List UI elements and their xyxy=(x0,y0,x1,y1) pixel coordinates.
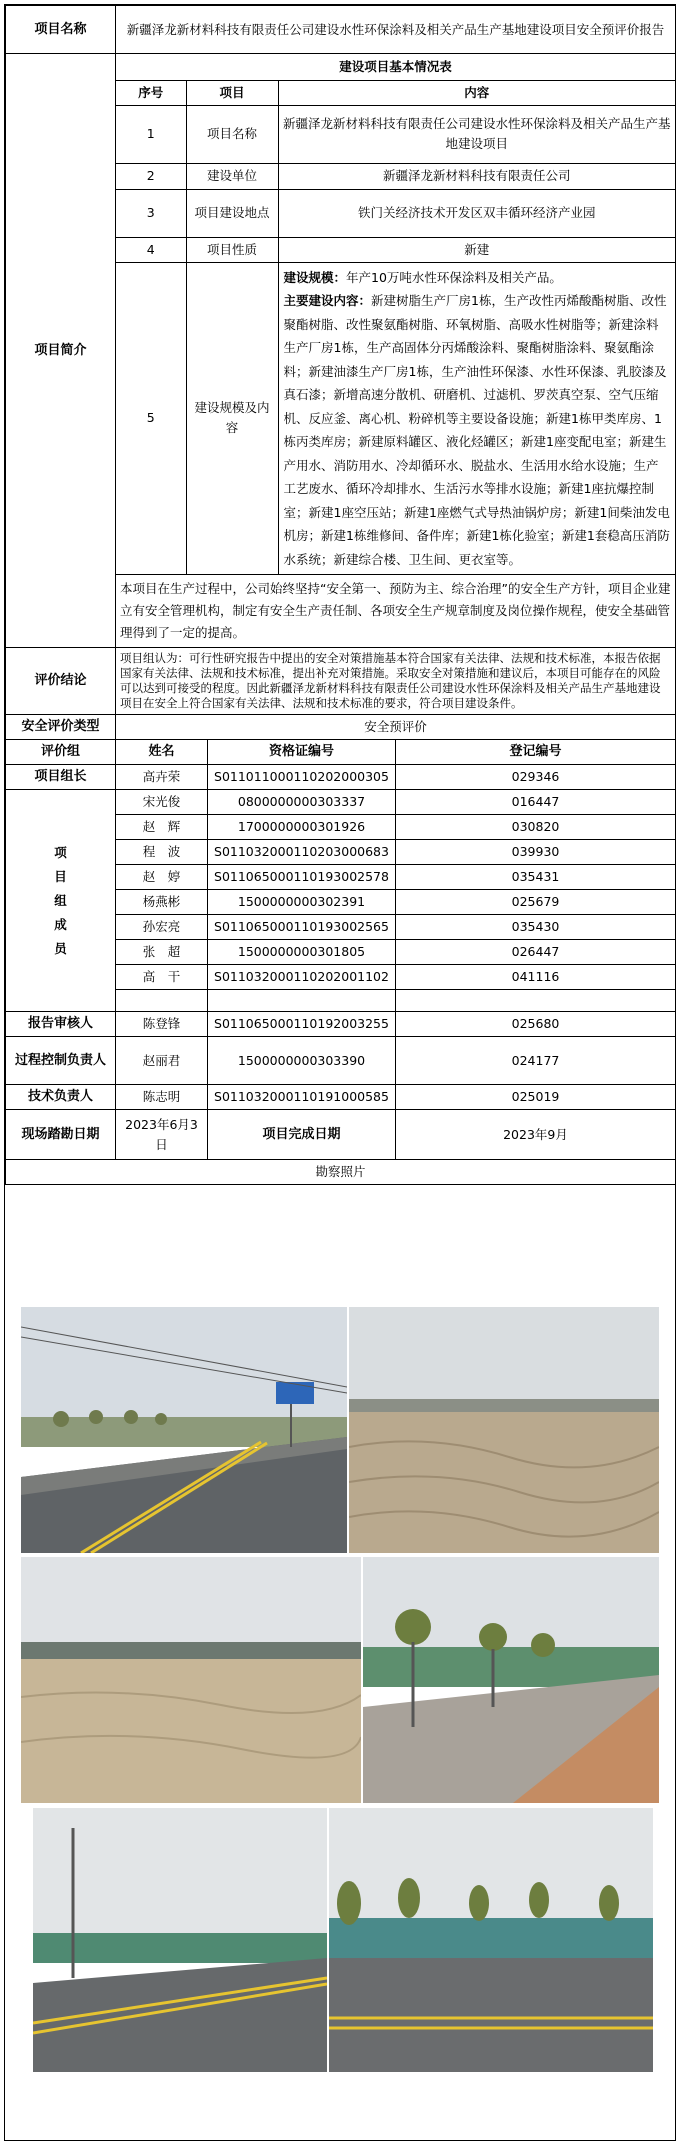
process-name: 赵丽君 xyxy=(116,1037,208,1085)
member-reg: 039930 xyxy=(396,840,676,865)
member-name: 赵 婷 xyxy=(116,865,208,890)
member-reg: 030820 xyxy=(396,815,676,840)
leader-name: 高卉荣 xyxy=(116,765,208,790)
row-item: 项目性质 xyxy=(186,237,278,262)
process-role: 过程控制负责人 xyxy=(6,1037,116,1085)
survey-date: 2023年6月3日 xyxy=(116,1110,208,1160)
row-item: 项目建设地点 xyxy=(186,189,278,237)
conclusion-label: 评价结论 xyxy=(6,648,116,715)
member-name: 宋光俊 xyxy=(116,790,208,815)
content-label: 主要建设内容： xyxy=(283,293,372,308)
member-name: 孙宏亮 xyxy=(116,915,208,940)
eval-type-value: 安全预评价 xyxy=(116,715,676,740)
team-header-name: 姓名 xyxy=(116,740,208,765)
member-name: 程 波 xyxy=(116,840,208,865)
member-name: 杨燕彬 xyxy=(116,890,208,915)
survey-photo xyxy=(21,1557,361,1803)
process-cert: 1500000000303390 xyxy=(208,1037,396,1085)
conclusion-text: 项目组认为：可行性研究报告中提出的安全对策措施基本符合国家有关法律、法规和技术标准，本报告依据国家有关法律、法规和技术标准，提出补充对策措施。采取安全对策措施和建议后，本项目可能存在的风险可以达到可接受的程度。因此新疆泽龙新材料科技有限责任公司建设水性环保涂料及相关产品生产基地建设项目在安全上符合国家有关法律、法规和技术标准的要求，符合项目建设条件。 xyxy=(116,648,676,715)
reviewer-reg: 025680 xyxy=(396,1012,676,1037)
member-cert: S011032000110203000683 xyxy=(208,840,396,865)
member-cert: S011032000110202001102 xyxy=(208,965,396,990)
member-reg: 025679 xyxy=(396,890,676,915)
member-cert: S011065000110193002565 xyxy=(208,915,396,940)
member-name: 赵 辉 xyxy=(116,815,208,840)
row-no: 3 xyxy=(116,189,186,237)
member-reg xyxy=(396,990,676,1012)
construction-content xyxy=(278,262,675,574)
col-header-item: 项目 xyxy=(186,80,278,105)
complete-label: 项目完成日期 xyxy=(208,1110,396,1160)
row-item: 建设单位 xyxy=(186,163,278,189)
members-label xyxy=(6,790,116,1012)
report-page xyxy=(4,4,676,2141)
member-cert: S011065000110193002578 xyxy=(208,865,396,890)
row-content: 新疆泽龙新材料科技有限责任公司 xyxy=(278,163,675,189)
col-header-content: 内容 xyxy=(278,80,675,105)
project-name-label: 项目名称 xyxy=(6,6,116,54)
leader-role: 项目组长 xyxy=(6,765,116,790)
member-reg: 035431 xyxy=(396,865,676,890)
survey-photo xyxy=(21,1307,347,1553)
process-reg: 024177 xyxy=(396,1037,676,1085)
member-cert: 1500000000302391 xyxy=(208,890,396,915)
content-text: 新建树脂生产厂房1栋，生产改性丙烯酸酯树脂、改性聚酯树脂、改性聚氨酯树脂、环氧树脂、高吸水性树脂等；新建涂料生产厂房1栋，生产高固体分丙烯酸涂料、聚酯树脂涂料、聚氨酯涂料；新建油漆生产厂房1栋，生产油性环保漆、水性环保漆、乳胶漆及真石漆；新增高速分散机、研磨机、过滤机、罗茨真空泵、空气压缩机、反应釜、离心机、粉碎机等主要设备设施；新建1栋甲类库房、1栋丙类库房；新建原料罐区、液化烃罐区；新建1座变配电室；新建生产用水、消防用水、冷却循环水、脱盐水、生活用水给水设施；生产工艺废水、循环冷却排水、生活污水等排水设施；新建1座抗爆控制室；新建1座空压站；新建1座燃气式导热油锅炉房；新建1间柴油发电机房；新建1栋维修间、备件库；新建1栋化验室；新建1套稳高压消防水系统；新建综合楼、卫生间、更衣室等。 xyxy=(283,293,670,567)
survey-label: 现场踏勘日期 xyxy=(6,1110,116,1160)
scale-label: 建设规模： xyxy=(283,269,347,285)
member-cert: 1500000000301805 xyxy=(208,940,396,965)
eval-type-label: 安全评价类型 xyxy=(6,715,116,740)
survey-photo xyxy=(363,1557,659,1803)
reviewer-role: 报告审核人 xyxy=(6,1012,116,1037)
complete-date: 2023年9月 xyxy=(396,1110,676,1160)
member-reg: 026447 xyxy=(396,940,676,965)
leader-cert: S011011000110202000305 xyxy=(208,765,396,790)
team-header-group: 评价组 xyxy=(6,740,116,765)
row-no: 1 xyxy=(116,105,186,163)
basic-info-title: 建设项目基本情况表 xyxy=(116,54,675,80)
project-name-value: 新疆泽龙新材料科技有限责任公司建设水性环保涂料及相关产品生产基地建设项目安全预评价报告 xyxy=(116,6,676,54)
team-header-cert: 资格证编号 xyxy=(208,740,396,765)
row-content: 新疆泽龙新材料科技有限责任公司建设水性环保涂料及相关产品生产基地建设项目 xyxy=(278,105,675,163)
intro-label: 项目简介 xyxy=(6,54,116,648)
tech-role: 技术负责人 xyxy=(6,1085,116,1110)
tech-cert: S011032000110191000585 xyxy=(208,1085,396,1110)
member-name: 张 超 xyxy=(116,940,208,965)
intro-summary: 本项目在生产过程中，公司始终坚持“安全第一、预防为主、综合治理”的安全生产方针，项目企业建立有安全管理机构，制定有安全生产责任制、各项安全生产规章制度及岗位操作规程，使安全基础管理得到了一定的提高。 xyxy=(116,574,675,647)
row-no: 5 xyxy=(116,262,186,574)
member-reg: 016447 xyxy=(396,790,676,815)
row-content: 新建 xyxy=(278,237,675,262)
tech-name: 陈志明 xyxy=(116,1085,208,1110)
photos-label: 勘察照片 xyxy=(6,1160,676,1185)
scale-text: 年产10万吨水性环保涂料及相关产品。 xyxy=(346,269,562,285)
tech-reg: 025019 xyxy=(396,1085,676,1110)
member-cert xyxy=(208,990,396,1012)
row-no: 4 xyxy=(116,237,186,262)
member-reg: 035430 xyxy=(396,915,676,940)
member-name xyxy=(116,990,208,1012)
row-content: 铁门关经济技术开发区双丰循环经济产业园 xyxy=(278,189,675,237)
team-header-reg: 登记编号 xyxy=(396,740,676,765)
reviewer-name: 陈登锋 xyxy=(116,1012,208,1037)
basic-info-table xyxy=(116,54,675,574)
members-label-text: 项 目 组 成 员 xyxy=(54,844,67,956)
member-cert: 1700000000301926 xyxy=(208,815,396,840)
reviewer-cert: S011065000110192003255 xyxy=(208,1012,396,1037)
member-cert: 0800000000303337 xyxy=(208,790,396,815)
survey-photo xyxy=(33,1808,327,2072)
col-header-no: 序号 xyxy=(116,80,186,105)
member-name: 高 干 xyxy=(116,965,208,990)
survey-photo xyxy=(349,1307,659,1553)
report-table xyxy=(5,5,676,1185)
leader-reg: 029346 xyxy=(396,765,676,790)
member-reg: 041116 xyxy=(396,965,676,990)
row-item: 建设规模及内容 xyxy=(186,262,278,574)
row-no: 2 xyxy=(116,163,186,189)
row-item: 项目名称 xyxy=(186,105,278,163)
survey-photo xyxy=(329,1808,653,2072)
